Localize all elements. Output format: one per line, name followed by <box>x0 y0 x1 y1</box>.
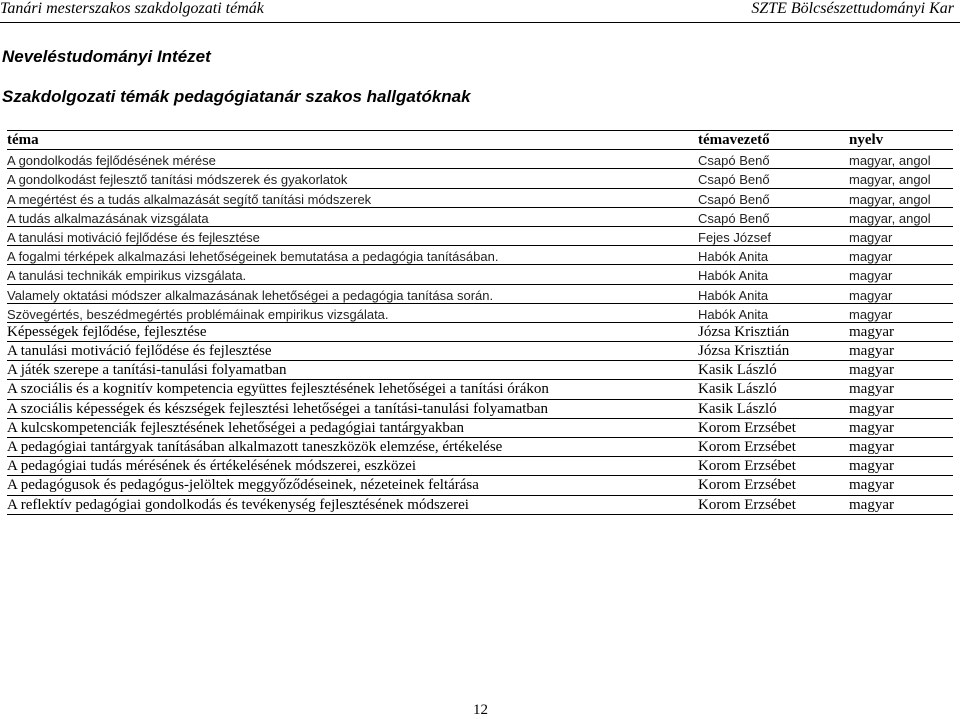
table-row <box>7 380 953 399</box>
cell-topic: A szociális és a kognitív kompetencia együttes fejlesztésének lehetőségei a tanítási órákon <box>7 381 549 398</box>
cell-topic: A megértést és a tudás alkalmazását segítő tanítási módszerek <box>7 191 372 207</box>
table-row <box>7 476 953 495</box>
cell-topic: A pedagógiai tantárgyak tanításában alkalmazott taneszközök elemzése, értékelése <box>7 439 503 455</box>
cell-supervisor: Habók Anita <box>698 268 769 284</box>
table-header-row <box>7 131 953 150</box>
table-row <box>7 438 953 457</box>
cell-supervisor: Korom Erzsébet <box>698 458 796 475</box>
cell-supervisor: Korom Erzsébet <box>698 496 796 513</box>
cell-language: magyar <box>849 496 894 513</box>
table-row <box>7 304 953 323</box>
cell-language: magyar, angol <box>849 210 931 226</box>
table-row <box>7 150 953 169</box>
table-body <box>7 150 953 515</box>
cell-topic: A tanulási motiváció fejlődése és fejlesztése <box>7 229 260 245</box>
cell-language: magyar <box>849 458 894 475</box>
cell-language: magyar <box>849 439 894 455</box>
cell-topic: Valamely oktatási módszer alkalmazásának lehetőségei a pedagógia tanítása során. <box>7 287 494 303</box>
cell-language: magyar <box>849 362 894 379</box>
cell-supervisor: Csapó Benő <box>698 172 770 188</box>
cell-language: magyar <box>849 400 894 417</box>
cell-topic: A játék szerepe a tanítási-tanulási folyamatban <box>7 362 287 379</box>
cell-supervisor: Habók Anita <box>698 249 769 265</box>
cell-language: magyar <box>849 343 894 360</box>
table-row <box>7 189 953 208</box>
cell-topic: A pedagógusok és pedagógus-jelöltek meggyőződéseinek, nézeteinek feltárása <box>7 477 479 494</box>
cell-supervisor: Korom Erzsébet <box>698 439 796 455</box>
table-row <box>7 400 953 419</box>
column-header-supervisor: témavezető <box>698 132 770 148</box>
cell-supervisor: Korom Erzsébet <box>698 477 796 494</box>
cell-topic: A fogalmi térképek alkalmazási lehetőségeinek bemutatása a pedagógia tanításában. <box>7 249 499 265</box>
cell-supervisor: Csapó Benő <box>698 210 770 226</box>
cell-supervisor: Kasik László <box>698 362 777 379</box>
table-row <box>7 457 953 476</box>
cell-language: magyar, angol <box>849 191 931 207</box>
cell-topic: A szociális képességek és készségek fejlesztési lehetőségei a tanítási-tanulási folyamatban <box>7 400 549 417</box>
cell-language: magyar <box>849 381 894 398</box>
table-row <box>7 169 953 188</box>
cell-topic: A tanulási technikák empirikus vizsgálata. <box>7 268 247 284</box>
cell-topic: Képességek fejlődése, fejlesztése <box>7 323 207 340</box>
header-faculty: SZTE Bölcsészettudományi Kar <box>751 0 954 17</box>
cell-topic: A reflektív pedagógiai gondolkodás és tevékenység fejlesztésének módszerei <box>7 496 469 513</box>
page-header <box>0 0 960 23</box>
cell-language: magyar <box>849 419 894 436</box>
table-row <box>7 419 953 438</box>
header-document-title: Tanári mesterszakos szakdolgozati témák <box>0 0 264 17</box>
cell-topic: A gondolkodás fejlődésének mérése <box>7 153 216 169</box>
table-row <box>7 496 953 515</box>
cell-supervisor: Csapó Benő <box>698 191 770 207</box>
cell-supervisor: Habók Anita <box>698 306 769 322</box>
cell-language: magyar <box>849 477 894 494</box>
column-header-language: nyelv <box>849 132 884 148</box>
column-header-topic: téma <box>7 132 39 148</box>
cell-language: magyar, angol <box>849 172 931 188</box>
cell-topic: A tudás alkalmazásának vizsgálata <box>7 210 209 226</box>
page-subtitle: Szakdolgozati témák pedagógiatanár szakos hallgatóknak <box>2 87 471 106</box>
cell-topic: A kulcskompetenciák fejlesztésének lehetőségei a pedagógiai tantárgyakban <box>7 419 465 436</box>
table-row <box>7 208 953 227</box>
table-row <box>7 265 953 284</box>
table-row <box>7 246 953 265</box>
cell-supervisor: Fejes József <box>698 229 771 245</box>
institute-heading: Neveléstudományi Intézet <box>2 47 211 66</box>
cell-language: magyar <box>849 229 893 245</box>
cell-language: magyar <box>849 268 893 284</box>
table-row <box>7 285 953 304</box>
table-row <box>7 323 953 342</box>
cell-language: magyar <box>849 287 893 303</box>
table-row <box>7 227 953 246</box>
table-row <box>7 342 953 361</box>
cell-language: magyar <box>849 323 894 340</box>
table-row <box>7 361 953 380</box>
cell-supervisor: Kasik László <box>698 400 777 417</box>
cell-supervisor: Csapó Benő <box>698 153 770 169</box>
cell-topic: A pedagógiai tudás mérésének és értékelésének módszerei, eszközei <box>7 458 416 475</box>
cell-supervisor: Habók Anita <box>698 287 769 303</box>
cell-language: magyar <box>849 249 893 265</box>
page-number: 12 <box>473 702 488 718</box>
cell-topic: Szövegértés, beszédmegértés problémáinak empirikus vizsgálata. <box>7 306 389 322</box>
cell-topic: A gondolkodást fejlesztő tanítási módszerek és gyakorlatok <box>7 172 348 188</box>
cell-supervisor: Józsa Krisztián <box>698 343 790 360</box>
topics-table <box>7 130 953 515</box>
cell-supervisor: Józsa Krisztián <box>698 323 790 340</box>
cell-language: magyar, angol <box>849 153 931 169</box>
cell-language: magyar <box>849 306 893 322</box>
cell-supervisor: Kasik László <box>698 381 777 398</box>
cell-topic: A tanulási motiváció fejlődése és fejlesztése <box>7 343 272 360</box>
cell-supervisor: Korom Erzsébet <box>698 419 796 436</box>
